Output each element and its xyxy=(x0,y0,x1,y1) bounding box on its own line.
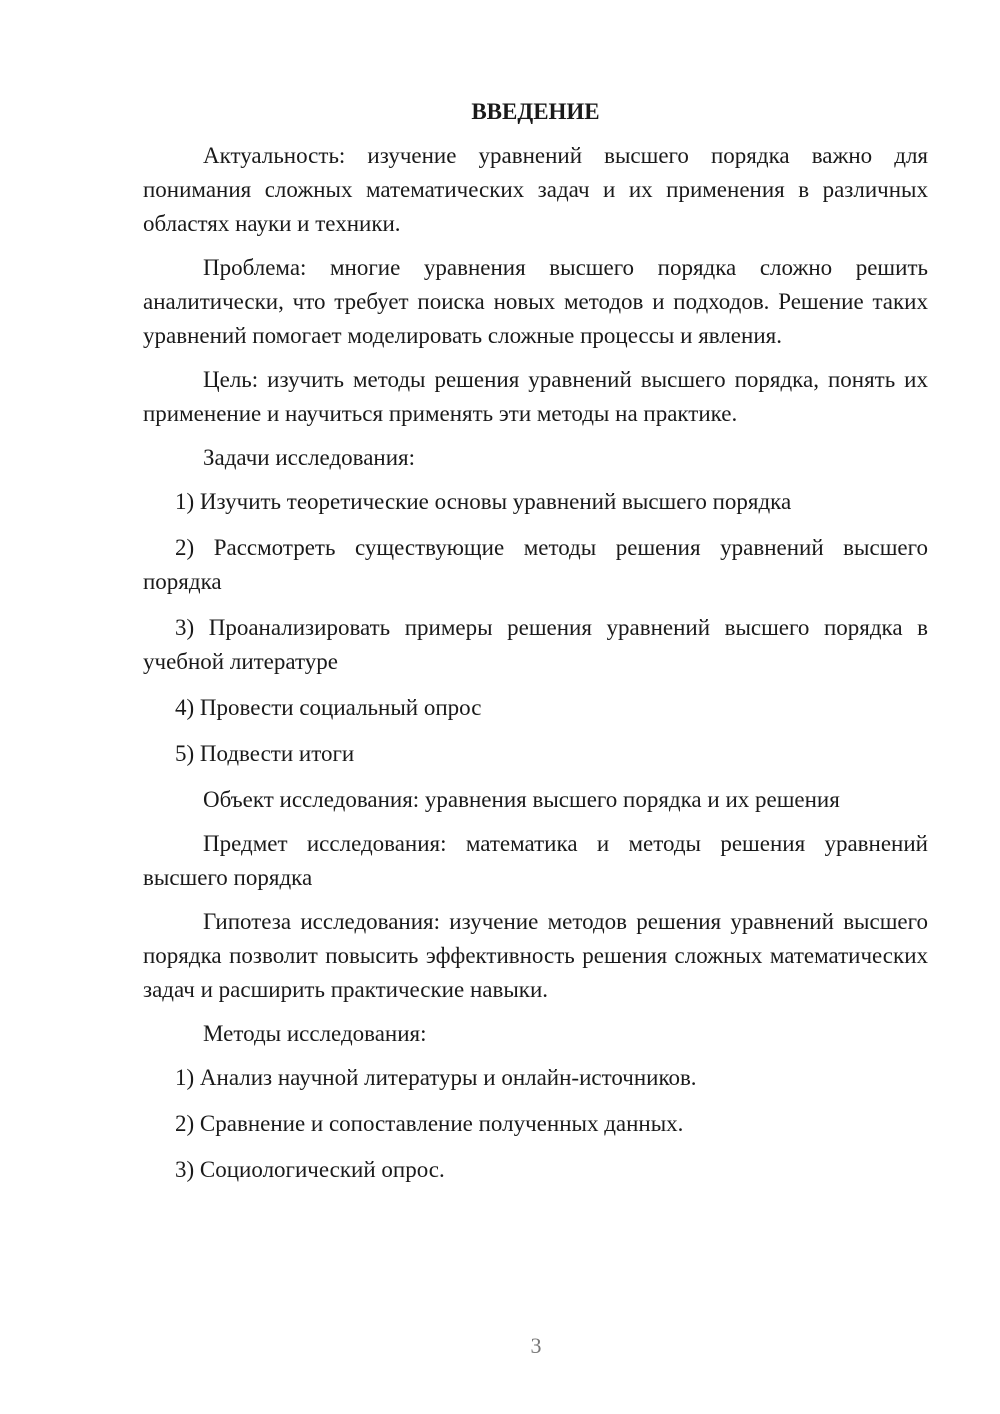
goal-paragraph: Цель: изучить методы решения уравнений высшего порядка, понять их применение и научиться применять эти методы на практике. xyxy=(143,367,928,426)
page-number: 3 xyxy=(530,1333,542,1358)
task-item-2: 2) Рассмотреть существующие методы решения уравнений высшего порядка xyxy=(143,535,928,594)
task-item-4: 4) Провести социальный опрос xyxy=(175,695,482,720)
method-item-2: 2) Сравнение и сопоставление полученных данных. xyxy=(175,1111,684,1136)
tasks-heading: Задачи исследования: xyxy=(203,445,416,470)
task-item-1: 1) Изучить теоретические основы уравнений высшего порядка xyxy=(175,489,792,514)
section-title: ВВЕДЕНИЕ xyxy=(471,99,600,124)
method-item-1: 1) Анализ научной литературы и онлайн-источников. xyxy=(175,1065,697,1090)
relevance-paragraph: Актуальность: изучение уравнений высшего порядка важно для понимания сложных математических задач и их применения в различных областях науки и техники. xyxy=(143,143,928,236)
problem-paragraph: Проблема: многие уравнения высшего порядка сложно решить аналитически, что требует поиска новых методов и подходов. Решение таких уравнений помогает моделировать сложные процессы и явления. xyxy=(143,255,928,348)
method-item-3: 3) Социологический опрос. xyxy=(175,1157,445,1182)
task-item-5: 5) Подвести итоги xyxy=(175,741,355,766)
object-paragraph: Объект исследования: уравнения высшего порядка и их решения xyxy=(203,787,840,812)
hypothesis-paragraph: Гипотеза исследования: изучение методов решения уравнений высшего порядка позволит повысить эффективность решения сложных математических задач и расширить практические навыки. xyxy=(143,909,928,1002)
methods-heading: Методы исследования: xyxy=(203,1021,427,1046)
task-item-3: 3) Проанализировать примеры решения уравнений высшего порядка в учебной литературе xyxy=(143,615,928,674)
subject-paragraph: Предмет исследования: математика и методы решения уравнений высшего порядка xyxy=(143,831,928,890)
page-content xyxy=(143,95,928,1199)
